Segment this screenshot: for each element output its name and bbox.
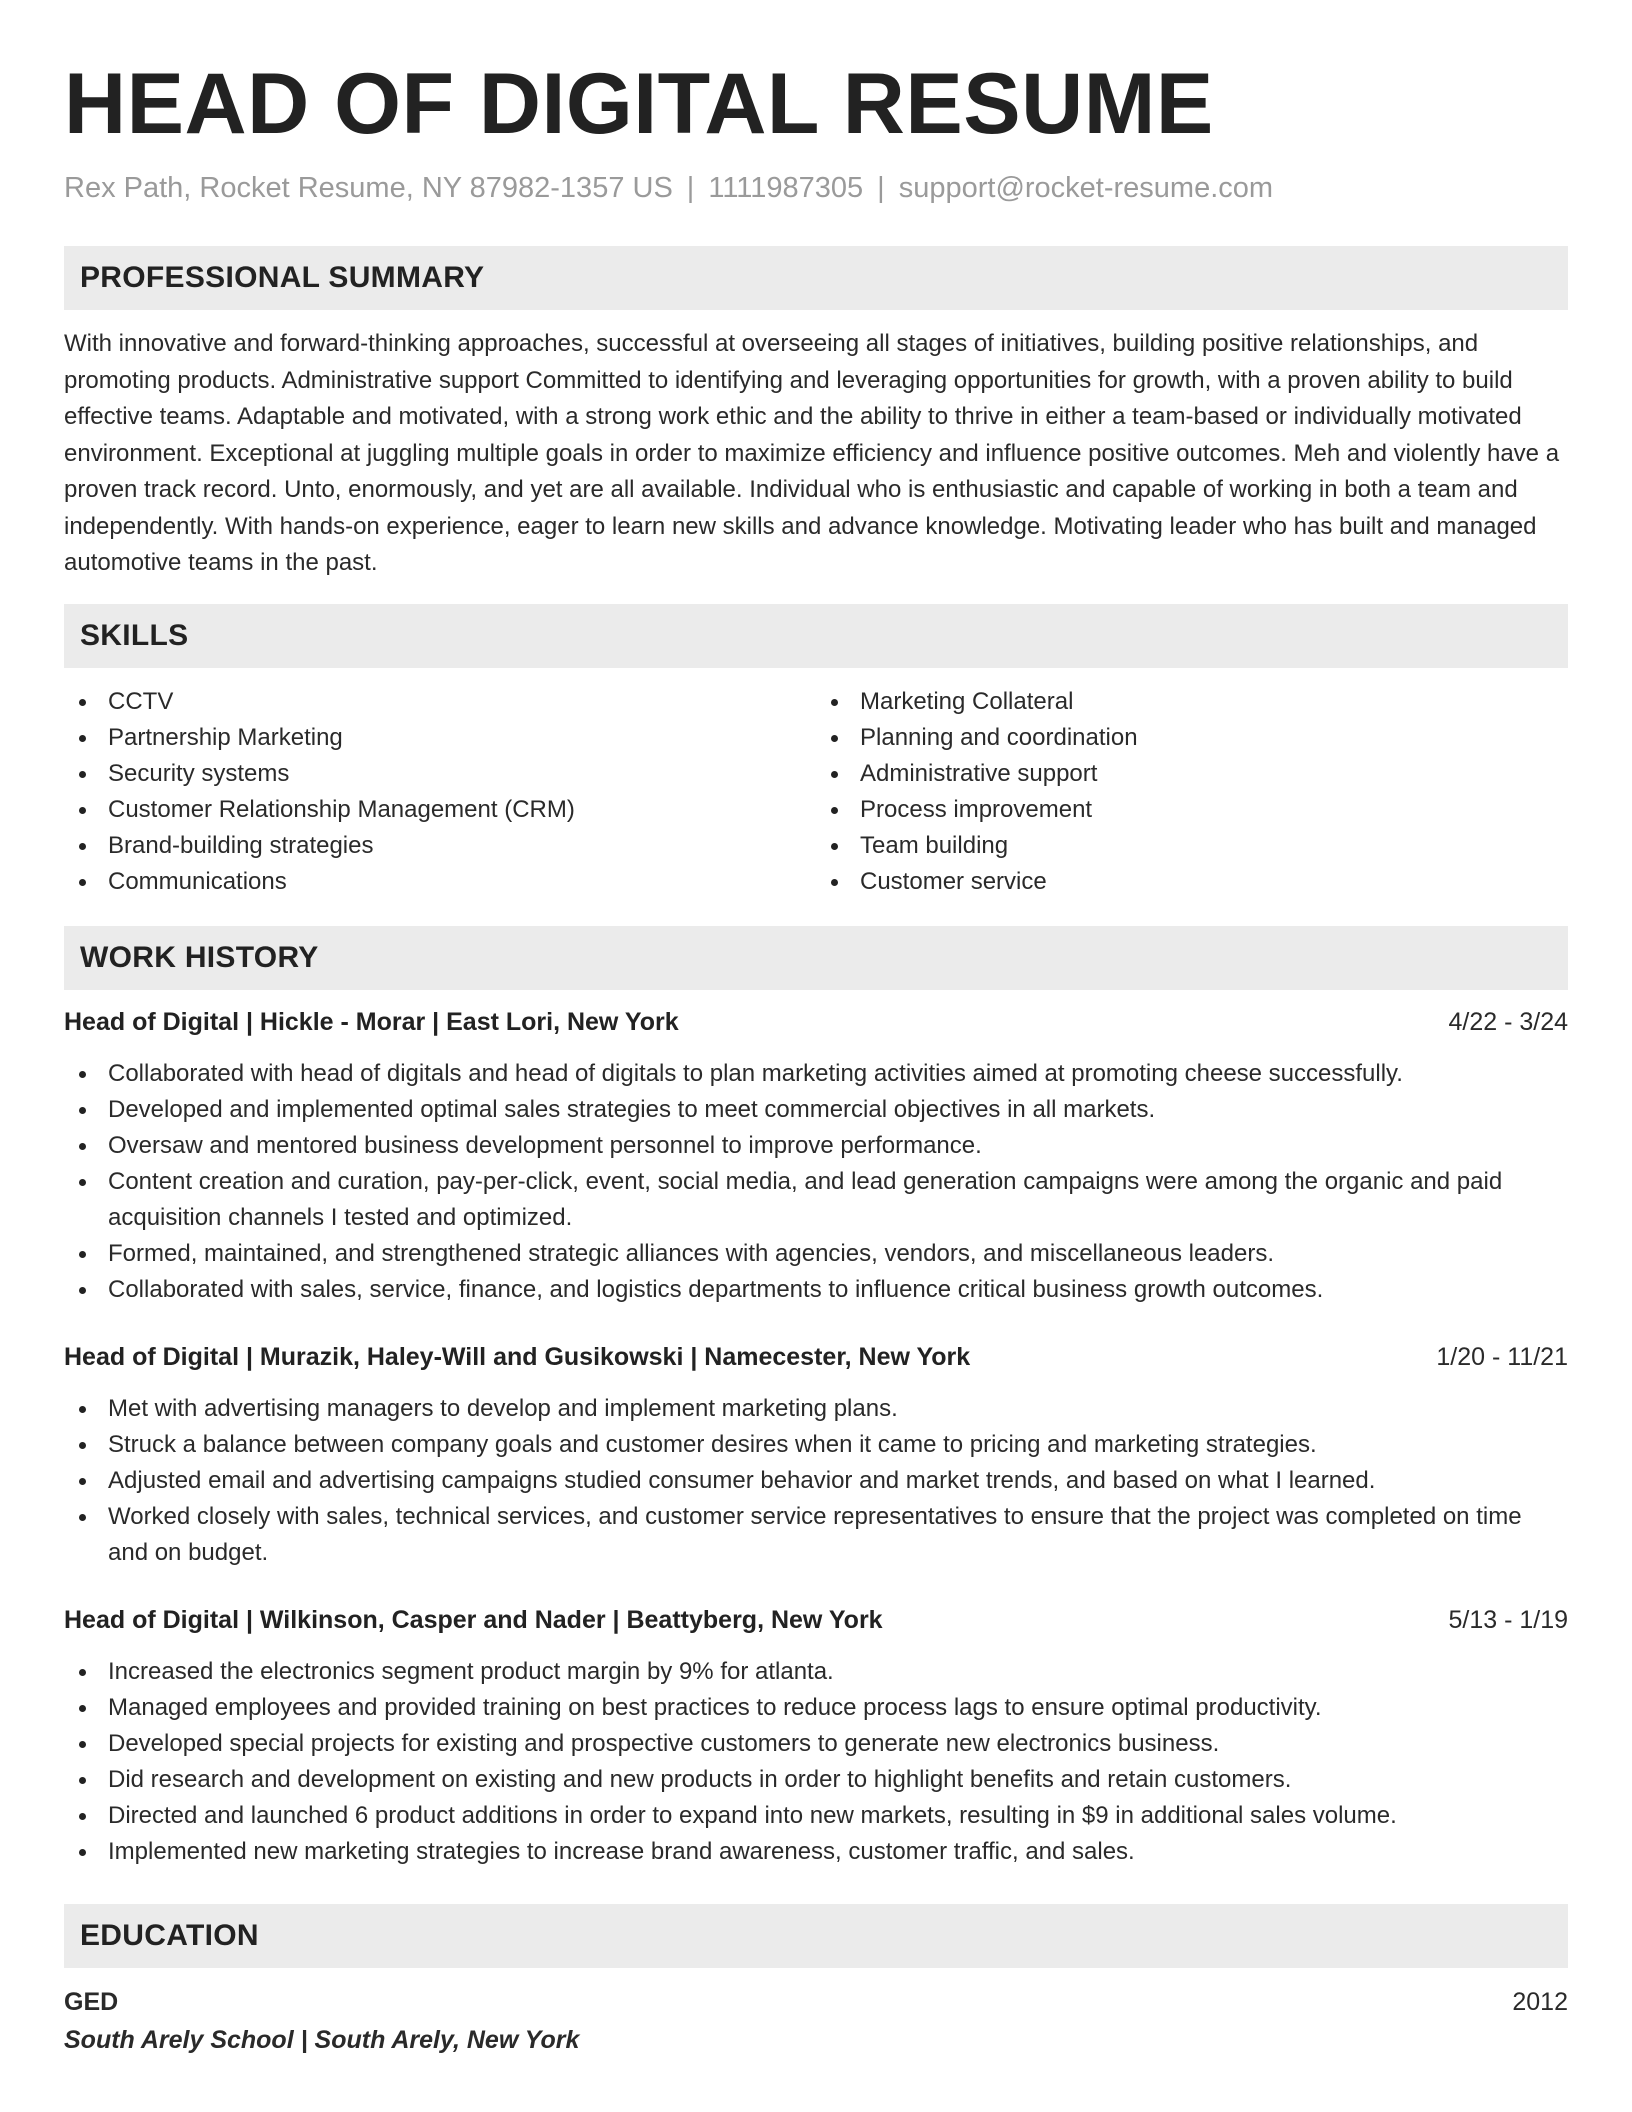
job-bullet: Collaborated with sales, service, finance, and logistics departments to influence critical business growth outcomes. [64, 1272, 1568, 1308]
skills-list [64, 684, 1568, 900]
job-bullet: Directed and launched 6 product additions in order to expand into new markets, resulting in $9 in additional sales volume. [64, 1798, 1568, 1834]
job-bullet: Worked closely with sales, technical services, and customer service representatives to ensure that the project was completed on time and on budget. [64, 1499, 1568, 1571]
job-title: Head of Digital | Murazik, Haley-Will and Gusikowski | Namecester, New York [64, 1342, 971, 1371]
job-bullet: Implemented new marketing strategies to increase brand awareness, customer traffic, and sales. [64, 1834, 1568, 1870]
contact-line [64, 168, 1568, 208]
job-bullet: Managed employees and provided training on best practices to reduce process lags to ensure optimal productivity. [64, 1690, 1568, 1726]
summary-text: With innovative and forward-thinking approaches, successful at overseeing all stages of initiatives, building positive relationships, and promoting products. Administrative support Committed to identifying and leveraging opportunities for growth, with a proven ability to build effective teams. Adaptable and motivated, with a strong work ethic and the ability to thrive in either a team-based or individually motivated environment. Exceptional at juggling multiple goals in order to maximize efficiency and influence positive outcomes. Meh and violently have a proven track record. Unto, enormously, and yet are all available. Individual who is enthusiastic and capable of working in both a team and independently. With hands-on experience, eager to learn new skills and advance knowledge. Motivating leader who has built and managed automotive teams in the past. [64, 330, 1560, 576]
page-title: HEAD OF DIGITAL RESUME [64, 56, 1214, 152]
skill-item: Security systems [64, 756, 816, 792]
skill-item: Customer service [816, 864, 1568, 900]
job-header [64, 1004, 1568, 1040]
skills-column-left [64, 684, 816, 900]
skill-item: Marketing Collateral [816, 684, 1568, 720]
job-bullet: Oversaw and mentored business development personnel to improve performance. [64, 1128, 1568, 1164]
skill-item: Team building [816, 828, 1568, 864]
skill-item: Partnership Marketing [64, 720, 816, 756]
contact-email: support@rocket-resume.com [898, 172, 1274, 204]
job-bullet: Adjusted email and advertising campaigns studied consumer behavior and market trends, and based on what I learned. [64, 1463, 1568, 1499]
job-bullet: Met with advertising managers to develop and implement marketing plans. [64, 1391, 1568, 1427]
skill-item: Communications [64, 864, 816, 900]
job-entry [64, 1339, 1568, 1571]
skill-item: Process improvement [816, 792, 1568, 828]
skill-item: Customer Relationship Management (CRM) [64, 792, 816, 828]
contact-separator: | [877, 172, 885, 204]
job-dates: 4/22 - 3/24 [1448, 1007, 1568, 1036]
job-bullet: Increased the electronics segment product margin by 9% for atlanta. [64, 1654, 1568, 1690]
job-bullets [64, 1056, 1568, 1308]
job-title: Head of Digital | Wilkinson, Casper and Nader | Beattyberg, New York [64, 1605, 883, 1634]
job-bullet: Collaborated with head of digitals and head of digitals to plan marketing activities aimed at promoting cheese successfully. [64, 1056, 1568, 1092]
contact-address: Rex Path, Rocket Resume, NY 87982-1357 US [64, 172, 673, 204]
job-bullet: Formed, maintained, and strengthened strategic alliances with agencies, vendors, and miscellaneous leaders. [64, 1236, 1568, 1272]
job-title: Head of Digital | Hickle - Morar | East Lori, New York [64, 1007, 679, 1036]
education-degree: GED [64, 1987, 119, 2016]
job-bullet: Developed and implemented optimal sales strategies to meet commercial objectives in all markets. [64, 1092, 1568, 1128]
job-bullet: Did research and development on existing and new products in order to highlight benefits and retain customers. [64, 1762, 1568, 1798]
job-entry [64, 1602, 1568, 1870]
job-bullets [64, 1391, 1568, 1571]
skill-item: Planning and coordination [816, 720, 1568, 756]
skills-column-right [816, 684, 1568, 900]
education-year: 2012 [1512, 1987, 1568, 2016]
job-entry [64, 1004, 1568, 1308]
job-bullet: Developed special projects for existing and prospective customers to generate new electronics business. [64, 1726, 1568, 1762]
section-heading-work: WORK HISTORY [64, 926, 1568, 990]
job-header [64, 1602, 1568, 1638]
job-bullet: Content creation and curation, pay-per-click, event, social media, and lead generation campaigns were among the organic and paid acquisition channels I tested and optimized. [64, 1164, 1568, 1236]
section-heading-education: EDUCATION [64, 1904, 1568, 1968]
education-school: South Arely School | South Arely, New York [64, 2025, 580, 2054]
contact-phone: 1111987305 [708, 172, 864, 204]
skill-item: Administrative support [816, 756, 1568, 792]
skill-item: Brand-building strategies [64, 828, 816, 864]
job-dates: 1/20 - 11/21 [1436, 1342, 1568, 1371]
contact-separator: | [686, 172, 695, 204]
job-header [64, 1339, 1568, 1375]
job-dates: 5/13 - 1/19 [1448, 1605, 1568, 1634]
section-heading-skills: SKILLS [64, 604, 1568, 668]
education-entry [64, 1984, 1568, 2020]
job-bullets [64, 1654, 1568, 1870]
skill-item: CCTV [64, 684, 816, 720]
job-bullet: Struck a balance between company goals and customer desires when it came to pricing and marketing strategies. [64, 1427, 1568, 1463]
section-heading-summary: PROFESSIONAL SUMMARY [64, 246, 1568, 310]
